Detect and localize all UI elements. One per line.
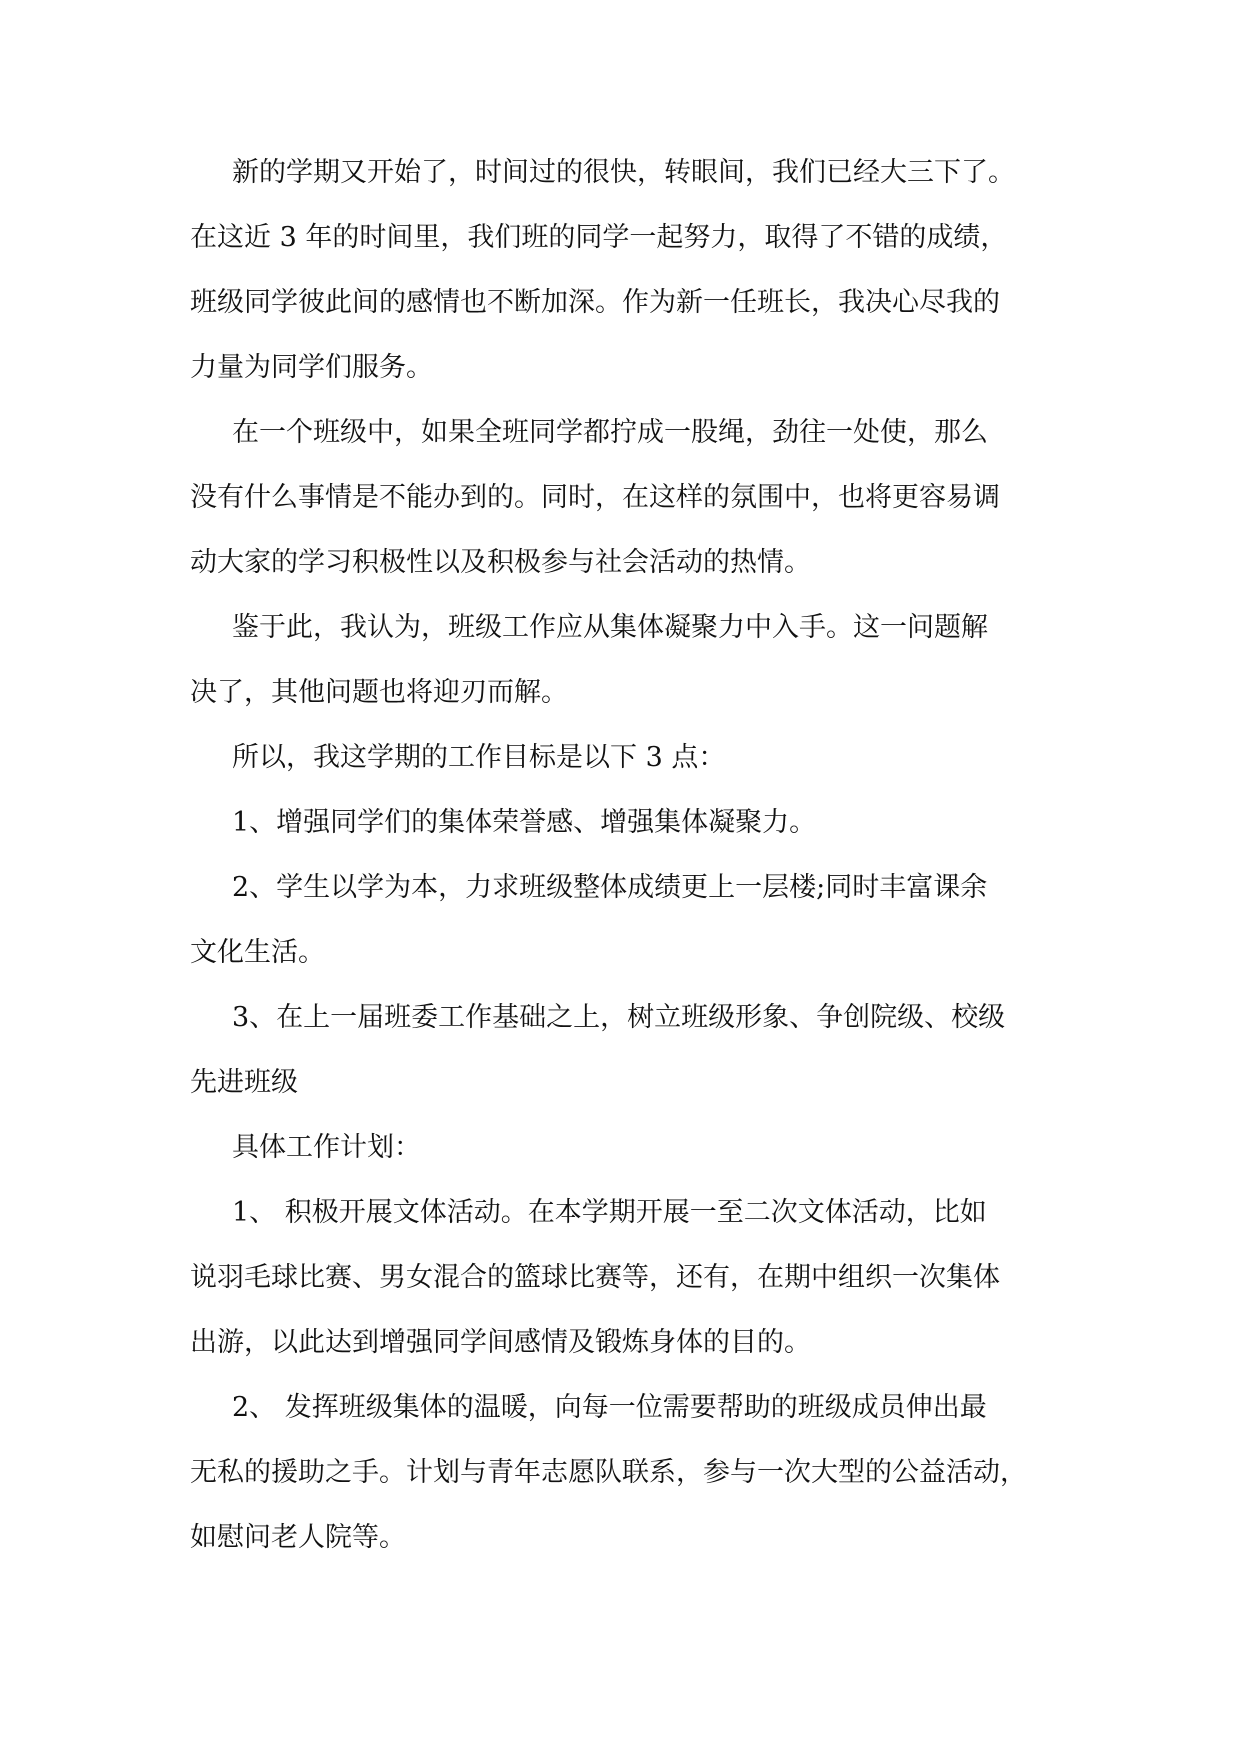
plan-2-line-3: 如慰问老人院等。 [190, 1522, 406, 1553]
paragraph-2-line-1: 在一个班级中，如果全班同学都拧成一股绳，劲往一处使，那么 [232, 417, 988, 448]
goal-2-line-1: 2、学生以学为本，力求班级整体成绩更上一层楼;同时丰富课余 [232, 872, 988, 903]
goals-intro: 所以，我这学期的工作目标是以下 3 点： [232, 742, 726, 773]
paragraph-1-line-2: 在这近 3 年的时间里，我们班的同学一起努力，取得了不错的成绩， [190, 222, 1008, 253]
goal-1: 1、增强同学们的集体荣誉感、增强集体凝聚力。 [232, 807, 817, 838]
paragraph-1-line-3: 班级同学彼此间的感情也不断加深。作为新一任班长，我决心尽我的 [190, 287, 1000, 318]
goal-2-line-2: 文化生活。 [190, 937, 325, 968]
document-page [190, 140, 1060, 1570]
paragraph-1-line-1: 新的学期又开始了，时间过的很快，转眼间，我们已经大三下了。 [232, 157, 1015, 188]
paragraph-1-line-4: 力量为同学们服务。 [190, 352, 433, 383]
plan-1-line-3: 出游，以此达到增强同学间感情及锻炼身体的目的。 [190, 1327, 811, 1358]
plan-1-line-1: 1、 积极开展文体活动。在本学期开展一至二次文体活动，比如 [232, 1197, 987, 1228]
plan-2-line-1: 2、 发挥班级集体的温暖，向每一位需要帮助的班级成员伸出最 [232, 1392, 987, 1423]
goal-3-line-1: 3、在上一届班委工作基础之上，树立班级形象、争创院级、校级 [232, 1002, 1006, 1033]
paragraph-3-line-2: 决了，其他问题也将迎刃而解。 [190, 677, 568, 708]
paragraph-2-line-3: 动大家的学习积极性以及积极参与社会活动的热情。 [190, 547, 811, 578]
plan-1-line-2: 说羽毛球比赛、男女混合的篮球比赛等，还有，在期中组织一次集体 [190, 1262, 1000, 1293]
paragraph-3-line-1: 鉴于此，我认为，班级工作应从集体凝聚力中入手。这一问题解 [232, 612, 988, 643]
plan-heading: 具体工作计划： [232, 1132, 421, 1163]
paragraph-2-line-2: 没有什么事情是不能办到的。同时，在这样的氛围中，也将更容易调 [190, 482, 1000, 513]
plan-2-line-2: 无私的援助之手。计划与青年志愿队联系，参与一次大型的公益活动， [190, 1457, 1027, 1488]
goal-3-line-2: 先进班级 [190, 1067, 298, 1098]
